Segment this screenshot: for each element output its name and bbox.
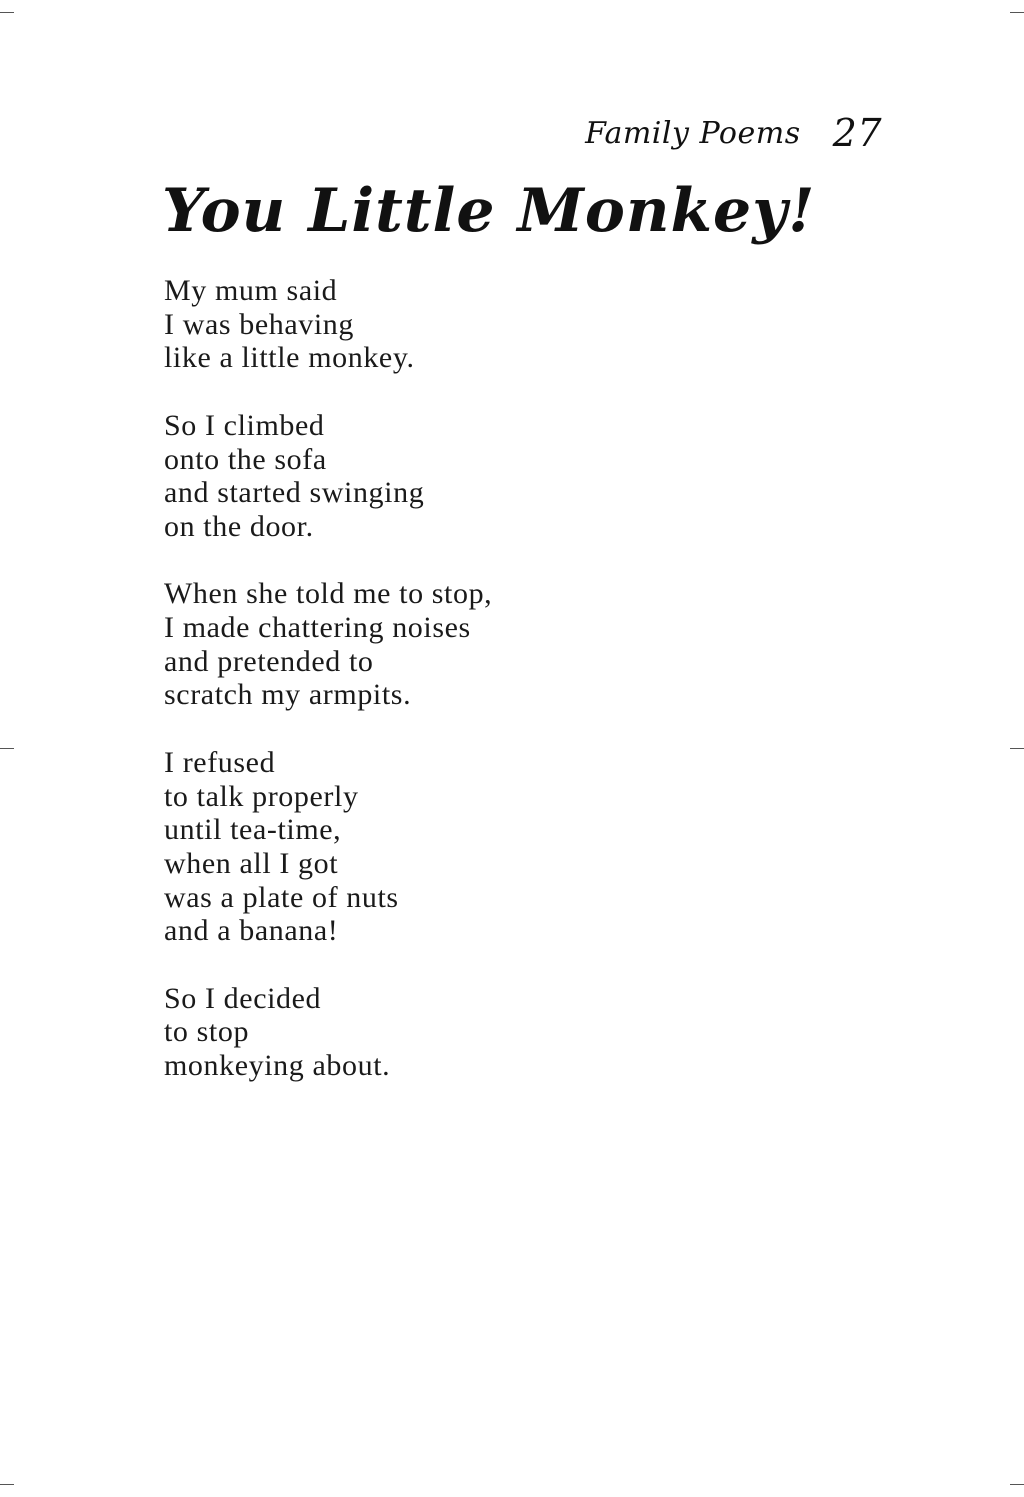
section-title: Family Poems	[585, 116, 801, 151]
poem-line: to stop	[164, 1015, 250, 1049]
running-head	[585, 108, 882, 155]
poem-stanza	[164, 982, 492, 1083]
poem-line: and a banana!	[164, 914, 339, 948]
poem-stanza	[164, 274, 492, 375]
crop-mark-middle-right	[1010, 748, 1024, 749]
poem-stanza	[164, 577, 492, 712]
crop-mark-bottom-right	[1010, 1484, 1024, 1485]
poem-line: My mum said	[164, 274, 338, 307]
poem-line: scratch my armpits.	[164, 678, 412, 712]
poem-line: monkeying about.	[164, 1049, 391, 1083]
poem-line: was a plate of nuts	[164, 880, 399, 914]
poem-line: I made chattering noises	[164, 611, 471, 644]
poem-body	[164, 274, 492, 1117]
poem-title: You Little Monkey!	[162, 176, 816, 246]
poem-stanza	[164, 409, 492, 544]
poem-line: When she told me to stop,	[164, 577, 493, 611]
poem-line: I refused	[164, 745, 276, 779]
crop-mark-top-left	[0, 12, 14, 13]
poem-line: and pretended to	[164, 644, 374, 678]
crop-mark-top-right	[1010, 12, 1024, 13]
poem-line: like a little monkey.	[164, 341, 415, 375]
poem-line: and started swinging	[164, 476, 425, 510]
poem-line: to talk properly	[164, 779, 359, 813]
poem-line: So I decided	[164, 981, 322, 1015]
poem-line: until tea-time,	[164, 813, 342, 847]
crop-mark-middle-left	[0, 748, 14, 749]
poem-stanza	[164, 746, 492, 948]
poem-line: onto the sofa	[164, 442, 327, 476]
page-number: 27	[832, 111, 882, 155]
poem-line: when all I got	[164, 846, 339, 880]
poem-line: So I climbed	[164, 408, 325, 442]
poem-line: I was behaving	[164, 307, 355, 341]
crop-mark-bottom-left	[0, 1484, 14, 1485]
poem-line: on the door.	[164, 509, 314, 543]
